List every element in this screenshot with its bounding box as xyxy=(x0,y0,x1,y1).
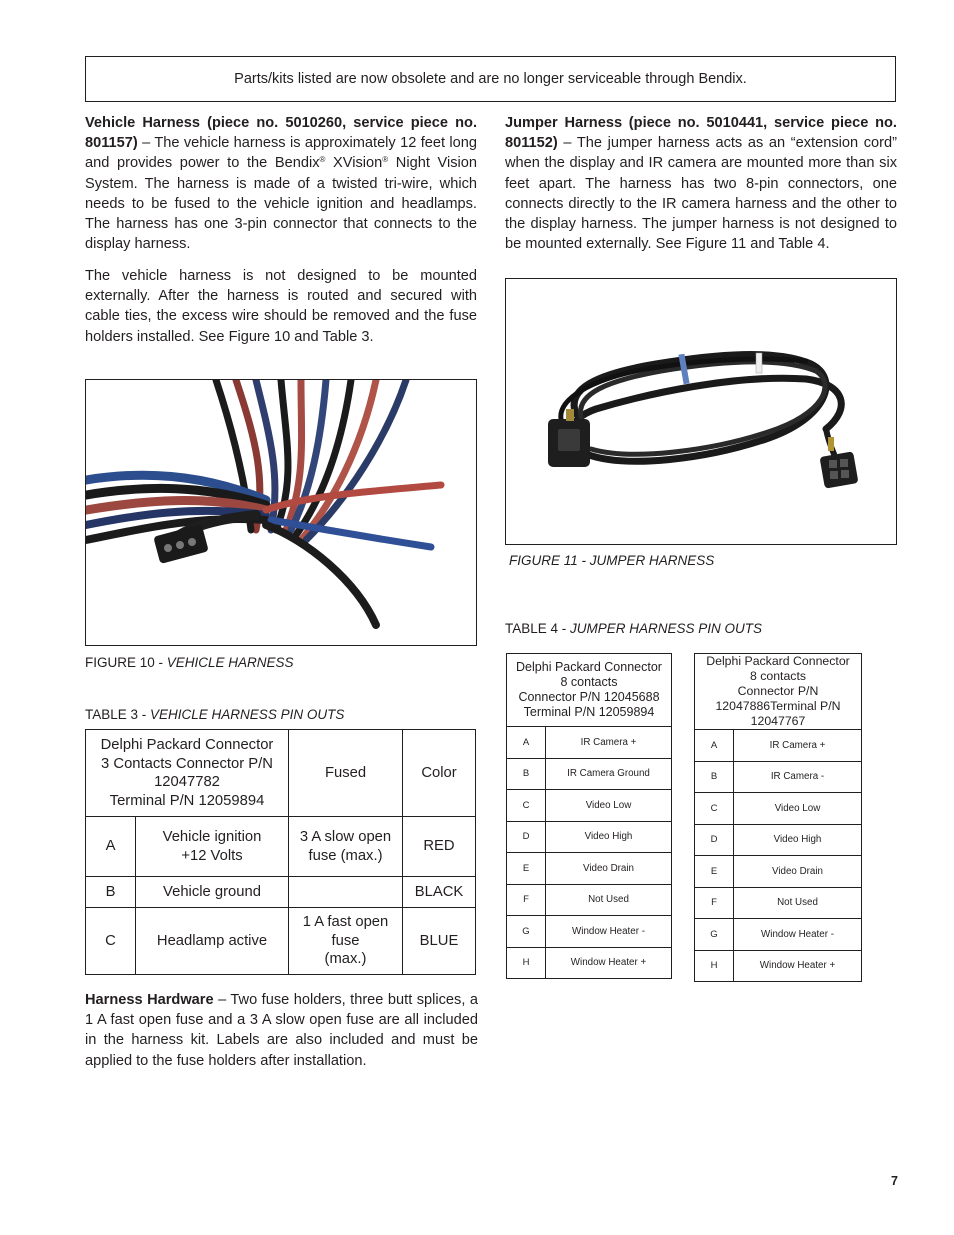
signal-cell: Window Heater - xyxy=(734,919,862,951)
pin-cell: A xyxy=(507,727,546,759)
obsolete-notice-text: Parts/kits listed are now obsolete and are no longer serviceable through Bendix. xyxy=(234,71,747,87)
jumper-pinout-table-display-side xyxy=(694,653,862,982)
vehicle-harness-pinout-table xyxy=(85,729,476,975)
pin-cell: F xyxy=(695,887,734,919)
table-row xyxy=(695,824,862,856)
table-row xyxy=(695,887,862,919)
signal-cell: Video Low xyxy=(546,790,672,822)
table-row xyxy=(695,730,862,762)
pin-cell: G xyxy=(507,916,546,948)
table-header-row xyxy=(695,654,862,730)
table-row xyxy=(695,919,862,951)
vehicle-harness-text-a: – The vehicle harness is approximately 12 feet long and provides power to the Bendix xyxy=(85,135,477,172)
table-row xyxy=(695,950,862,982)
vehicle-harness-paragraph xyxy=(85,113,477,254)
right-connector xyxy=(819,437,858,489)
table-3-caption xyxy=(85,707,344,722)
header-line: Delphi Packard Connector xyxy=(516,660,662,674)
table-row xyxy=(507,884,672,916)
table-row xyxy=(507,790,672,822)
vehicle-harness-heading: Vehicle Harness (piece no. 5010260, service piece no. 801157) xyxy=(85,115,477,152)
table-row xyxy=(507,727,672,759)
pin-cell: B xyxy=(86,877,136,908)
table-3-title: VEHICLE HARNESS PIN OUTS xyxy=(150,707,345,722)
table-header-row xyxy=(507,654,672,727)
jumper-harness-paragraph xyxy=(505,113,897,254)
header-line: 8 contacts xyxy=(560,675,618,689)
page-number: 7 xyxy=(891,1174,898,1188)
header-line: 12047767 xyxy=(750,714,806,728)
white-band xyxy=(756,353,762,373)
header-line: Connector P/N 12045688 xyxy=(518,690,660,704)
pin-cell: E xyxy=(507,853,546,885)
pin-cell: C xyxy=(86,908,136,975)
fused-cell xyxy=(289,908,403,975)
table-4-label: TABLE 4 - xyxy=(505,621,571,636)
signal-cell: Video High xyxy=(546,821,672,853)
harness-hardware-paragraph xyxy=(85,990,478,1071)
function-cell: Headlamp active xyxy=(136,908,289,975)
pin-cell: A xyxy=(86,817,136,877)
header-line: 12047886Terminal P/N xyxy=(715,699,841,713)
signal-cell: Video High xyxy=(734,824,862,856)
pin-cell: C xyxy=(695,793,734,825)
signal-cell: Window Heater + xyxy=(734,950,862,982)
signal-cell: Video Drain xyxy=(734,856,862,888)
signal-cell: Video Drain xyxy=(546,853,672,885)
table-header-row xyxy=(86,730,476,817)
table-row xyxy=(507,947,672,979)
header-line: Terminal P/N 12059894 xyxy=(523,705,655,719)
header-line: 8 contacts xyxy=(749,669,807,683)
table-row xyxy=(695,793,862,825)
table-row xyxy=(695,761,862,793)
function-cell: Vehicle ground xyxy=(136,877,289,908)
header-line: Terminal P/N 12059894 xyxy=(109,792,265,809)
signal-cell: IR Camera + xyxy=(734,730,862,762)
figure-10-title: VEHICLE HARNESS xyxy=(166,655,294,670)
header-line: Connector P/N xyxy=(737,684,819,698)
vehicle-harness-illustration xyxy=(86,380,477,646)
table-row xyxy=(86,908,476,975)
pin-cell: B xyxy=(695,761,734,793)
signal-cell: IR Camera + xyxy=(546,727,672,759)
figure-11-caption: FIGURE 11 - JUMPER HARNESS xyxy=(509,553,715,568)
signal-cell: IR Camera Ground xyxy=(546,758,672,790)
fused-header: Fused xyxy=(289,730,403,817)
pin-cell: D xyxy=(695,824,734,856)
header-line: 3 Contacts Connector P/N xyxy=(101,755,273,772)
signal-cell: Window Heater - xyxy=(546,916,672,948)
table-4-title: JUMPER HARNESS PIN OUTS xyxy=(570,621,763,636)
header-line: Delphi Packard Connector xyxy=(100,737,274,753)
table-row xyxy=(695,856,862,888)
cell-line: +12 Volts xyxy=(181,847,243,864)
pin-cell: H xyxy=(507,947,546,979)
pin-cell: E xyxy=(695,856,734,888)
registered-mark: ® xyxy=(382,155,389,165)
table-row xyxy=(86,877,476,908)
pin-cell: B xyxy=(507,758,546,790)
obsolete-notice xyxy=(85,56,896,102)
table-row xyxy=(507,916,672,948)
pin-cell: F xyxy=(507,884,546,916)
function-cell xyxy=(136,817,289,877)
signal-cell: IR Camera - xyxy=(734,761,862,793)
signal-cell: Window Heater + xyxy=(546,947,672,979)
connector-header xyxy=(86,730,289,817)
signal-cell: Not Used xyxy=(734,887,862,919)
signal-cell: Not Used xyxy=(546,884,672,916)
jumper-harness-illustration xyxy=(506,279,897,545)
cell-line: fuse xyxy=(331,932,360,949)
table-4-caption xyxy=(505,621,762,636)
table-row xyxy=(86,817,476,877)
connector-plug xyxy=(153,524,209,564)
color-cell: BLACK xyxy=(403,877,476,908)
jumper-pinout-table-camera-side xyxy=(506,653,672,979)
connector-header xyxy=(695,654,862,730)
jumper-harness-photo xyxy=(505,278,897,545)
cell-line: Vehicle ignition xyxy=(162,829,262,845)
figure-10-label: FIGURE 10 - xyxy=(85,655,167,670)
header-line: Delphi Packard Connector xyxy=(706,654,850,668)
table-row xyxy=(507,758,672,790)
harness-hardware-text: – Two fuse holders, three butt splices, a 1 A fast open fuse and a 3 A slow open fuse are all included in the harness kit. Labels are also included and must be applied to the fuse holders after installation. xyxy=(85,992,478,1069)
vehicle-harness-photo xyxy=(85,379,477,646)
jumper-harness-heading: Jumper Harness (piece no. 5010441, service piece no. 801152) xyxy=(505,115,897,152)
signal-cell: Video Low xyxy=(734,793,862,825)
fused-cell xyxy=(289,817,403,877)
connector-header xyxy=(507,654,672,727)
header-line: 12047782 xyxy=(154,774,220,790)
jumper-harness-text: – The jumper harness acts as an “extension cord” when the display and IR camera are mounted more than six feet apart. The harness has two 8-pin connectors, one connects directly to the IR camera harness and the other to the display harness. The jumper harness is not designed to be mounted externally. See Figure 11 and Table 4. xyxy=(505,135,897,253)
vehicle-harness-text-c: Night Vision System. The harness is made of a twisted tri-wire, which needs to be fused to the vehicle ignition and headlamps. The harness has one 3-pin connector that connects to the display harness. xyxy=(85,155,477,253)
pin-cell: A xyxy=(695,730,734,762)
color-cell: BLUE xyxy=(403,908,476,975)
cell-line: fuse (max.) xyxy=(308,847,383,864)
table-row xyxy=(507,853,672,885)
cell-line: 1 A fast open xyxy=(302,914,389,931)
harness-hardware-heading: Harness Hardware xyxy=(85,992,214,1008)
pin-cell: D xyxy=(507,821,546,853)
pin-cell: H xyxy=(695,950,734,982)
cell-line: 3 A slow open xyxy=(299,829,392,845)
registered-mark: ® xyxy=(319,155,326,165)
color-cell: RED xyxy=(403,817,476,877)
figure-10-caption xyxy=(85,655,294,670)
vehicle-harness-text-b: XVision xyxy=(325,155,383,172)
cell-line: (max.) xyxy=(324,951,367,968)
table-row xyxy=(507,821,672,853)
pin-cell: G xyxy=(695,919,734,951)
pin-cell: C xyxy=(507,790,546,822)
color-header: Color xyxy=(403,730,476,817)
fused-cell xyxy=(289,877,403,908)
table-3-label: TABLE 3 - xyxy=(85,707,151,722)
vehicle-harness-mounting-paragraph: The vehicle harness is not designed to be mounted externally. After the harness is routed and secured with cable ties, the excess wire should be removed and the fuse holders installed. See Figure 10 and Table 3. xyxy=(85,268,477,345)
